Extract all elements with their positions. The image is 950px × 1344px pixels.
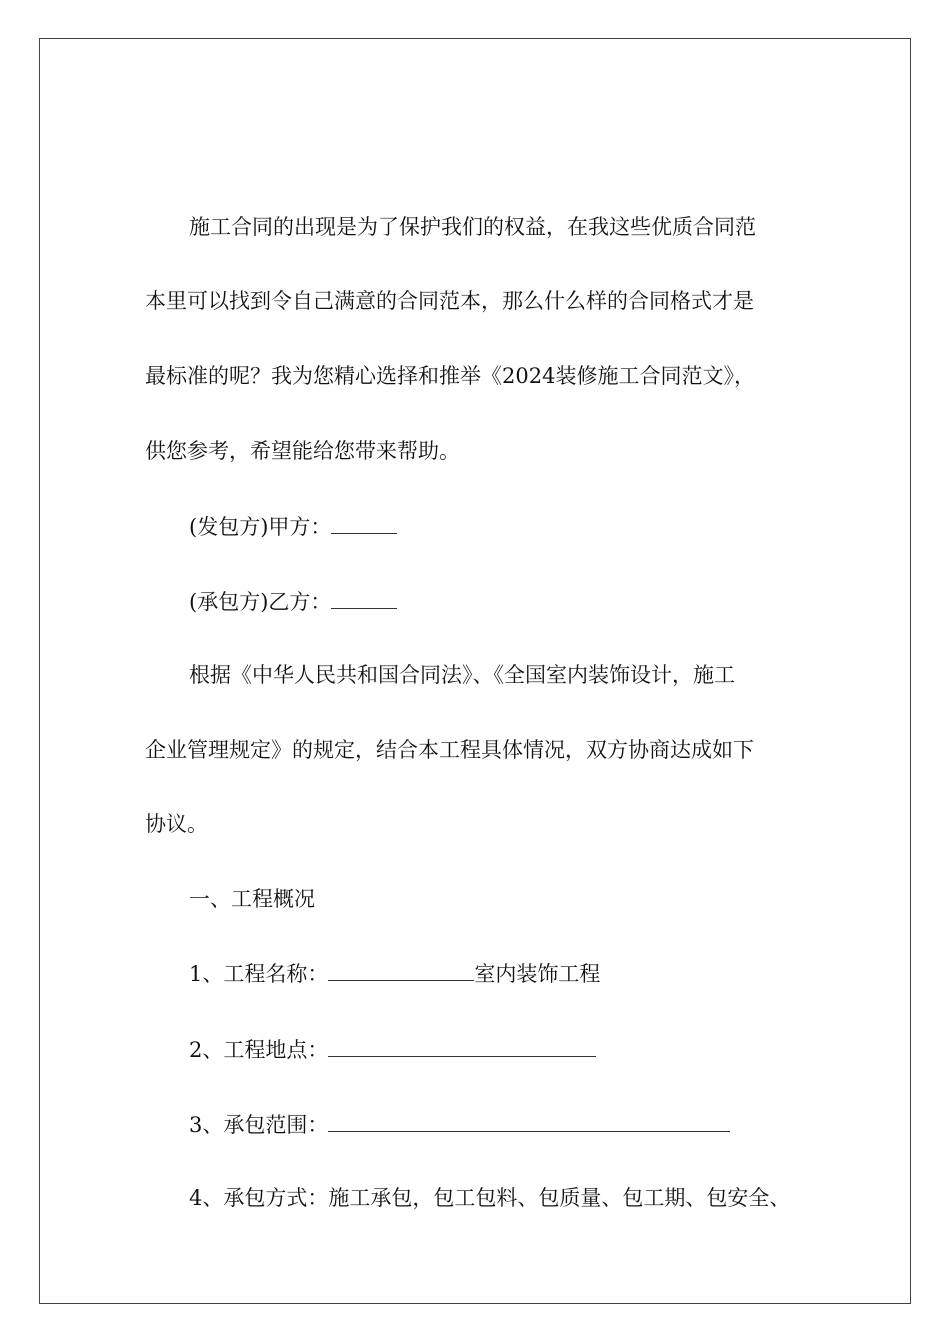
party-a-blank[interactable] (331, 511, 397, 534)
contract-scope-blank[interactable] (328, 1109, 730, 1132)
item-2-row (189, 1034, 596, 1065)
intro-line-2: 本里可以找到令自己满意的合同范本，那么什么样的合同格式才是 (145, 289, 754, 313)
item-3-label: 3、承包范围： (189, 1113, 329, 1137)
item-3-row (189, 1109, 730, 1140)
party-b-label: (承包方)乙方： (189, 590, 332, 614)
item-1-row (189, 958, 600, 989)
intro-line-3: 最标准的呢？我为您精心选择和推举《2024装修施工合同范文》， (145, 364, 755, 388)
item-1-suffix: 室内装饰工程 (474, 962, 601, 986)
intro-line-1: 施工合同的出现是为了保护我们的权益，在我这些优质合同范 (189, 215, 756, 239)
basis-line-3: 协议。 (145, 812, 208, 836)
party-b-row (189, 586, 397, 617)
basis-line-2: 企业管理规定》的规定，结合本工程具体情况，双方协商达成如下 (145, 738, 754, 762)
item-2-label: 2、工程地点： (189, 1038, 329, 1062)
project-name-blank[interactable] (328, 958, 474, 981)
item-4-line: 4、承包方式：施工承包，包工包料、包质量、包工期、包安全、 (189, 1186, 791, 1210)
intro-line-4: 供您参考，希望能给您带来帮助。 (145, 439, 460, 463)
party-b-blank[interactable] (331, 586, 397, 609)
section-heading: 一、工程概况 (189, 887, 315, 911)
project-location-blank[interactable] (328, 1034, 596, 1057)
basis-line-1: 根据《中华人民共和国合同法》、《全国室内装饰设计，施工 (189, 663, 735, 687)
party-a-label: (发包方)甲方： (189, 515, 332, 539)
item-1-label: 1、工程名称： (189, 962, 329, 986)
party-a-row (189, 511, 397, 542)
